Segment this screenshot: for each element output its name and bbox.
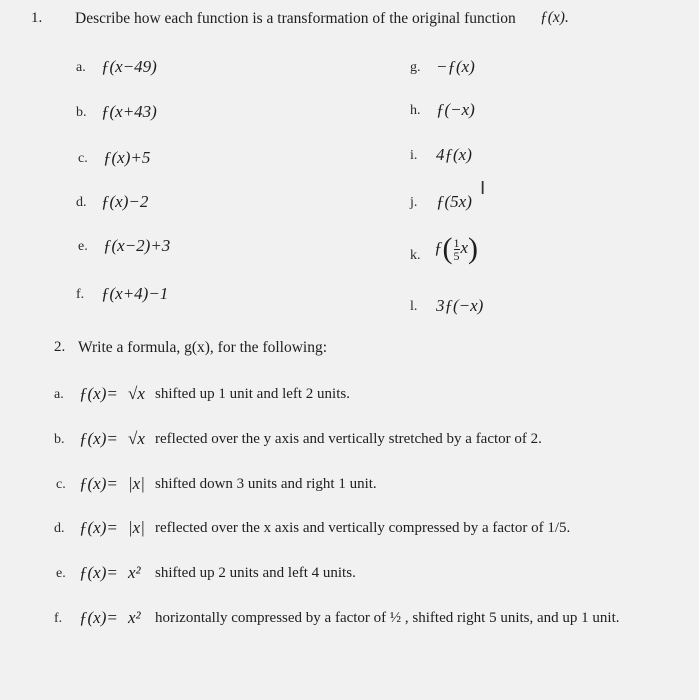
q2-item-c-label: c.: [56, 477, 66, 492]
q1-item-f-expr: ƒ(x+4)−1: [101, 284, 169, 303]
q2-item-a-base: √x: [128, 384, 145, 403]
q2-item-b-label: b.: [54, 432, 65, 447]
q1-item-d-expr: ƒ(x)−2: [101, 192, 149, 211]
q1-item-b-label: b.: [76, 105, 87, 120]
q1-item-c-expr: ƒ(x)+5: [103, 148, 151, 167]
q2-item-a-func: ƒ(x)=: [79, 384, 118, 403]
q1-item-g-label: g.: [410, 60, 421, 75]
q1-item-i-label: i.: [410, 148, 418, 163]
q1-item-k-label: k.: [410, 248, 421, 263]
q2-item-f-func: ƒ(x)=: [79, 608, 118, 627]
q1-item-l-label: l.: [410, 299, 418, 314]
q1-item-g-expr: −ƒ(x): [436, 57, 475, 76]
q1-item-f-label: f.: [76, 287, 85, 302]
q1-item-b-expr: ƒ(x+43): [101, 102, 157, 121]
q2-item-b-base: √x: [128, 429, 145, 448]
q2-item-d-func: ƒ(x)=: [79, 518, 118, 537]
q2-item-d-base: |x|: [128, 518, 145, 537]
q2-item-c-base: |x|: [128, 474, 145, 493]
q1-number: 1.: [31, 10, 43, 26]
q2-item-e-base: x²: [128, 563, 141, 582]
q1-item-e-label: e.: [78, 239, 88, 254]
q2-item-d-label: d.: [54, 521, 65, 536]
fraction-numerator: 1: [453, 235, 460, 250]
q1-item-j-expr: ƒ(5x): [436, 192, 472, 211]
q1-item-d-label: d.: [76, 195, 87, 210]
q1-item-e-expr: ƒ(x−2)+3: [103, 236, 171, 255]
text-cursor-icon: I: [480, 178, 486, 199]
q1-item-k-expr: [434, 234, 478, 264]
q1-item-k-fraction: [454, 237, 460, 262]
q1-item-k-prefix: ƒ: [434, 237, 443, 257]
q2-item-f-base: x²: [128, 608, 141, 627]
q2-item-d-text: reflected over the x axis and vertically compressed by a factor of 1/5.: [155, 520, 571, 536]
q2-item-e-func: ƒ(x)=: [79, 563, 118, 582]
q2-item-c-func: ƒ(x)=: [79, 474, 118, 493]
left-paren: (: [442, 232, 453, 265]
q2-prompt: Write a formula, g(x), for the following:: [78, 339, 328, 356]
q2-item-a-text: shifted up 1 unit and left 2 units.: [155, 386, 350, 402]
q2-item-e-text: shifted up 2 units and left 4 units.: [155, 565, 356, 581]
q2-item-a-label: a.: [54, 387, 64, 402]
q2-item-f-label: f.: [54, 611, 63, 626]
q2-item-b-func: ƒ(x)=: [79, 429, 118, 448]
q1-item-h-expr: ƒ(−x): [436, 100, 475, 119]
q2-item-f-text: horizontally compressed by a factor of ½ , shifted right 5 units, and up 1 unit.: [155, 610, 620, 626]
q1-item-j-label: j.: [410, 195, 418, 210]
q1-item-i-expr: 4ƒ(x): [436, 145, 472, 164]
right-paren: ): [468, 232, 479, 265]
q2-item-e-label: e.: [56, 566, 66, 581]
q2-number: 2.: [54, 339, 66, 355]
q2-item-c-text: shifted down 3 units and right 1 unit.: [155, 476, 377, 492]
q2-item-b-text: reflected over the y axis and vertically stretched by a factor of 2.: [155, 431, 542, 447]
q1-item-c-label: c.: [78, 151, 88, 166]
fraction-denominator: 5: [453, 248, 460, 263]
q1-item-h-label: h.: [410, 103, 421, 118]
q1-item-a-label: a.: [76, 60, 86, 75]
q1-item-k-var: x: [460, 237, 469, 257]
q1-prompt: Describe how each function is a transformation of the original function: [75, 10, 516, 27]
q1-original-function: ƒ(x).: [540, 9, 569, 26]
q1-item-a-expr: ƒ(x−49): [101, 57, 157, 76]
q1-item-l-expr: 3ƒ(−x): [436, 296, 484, 315]
